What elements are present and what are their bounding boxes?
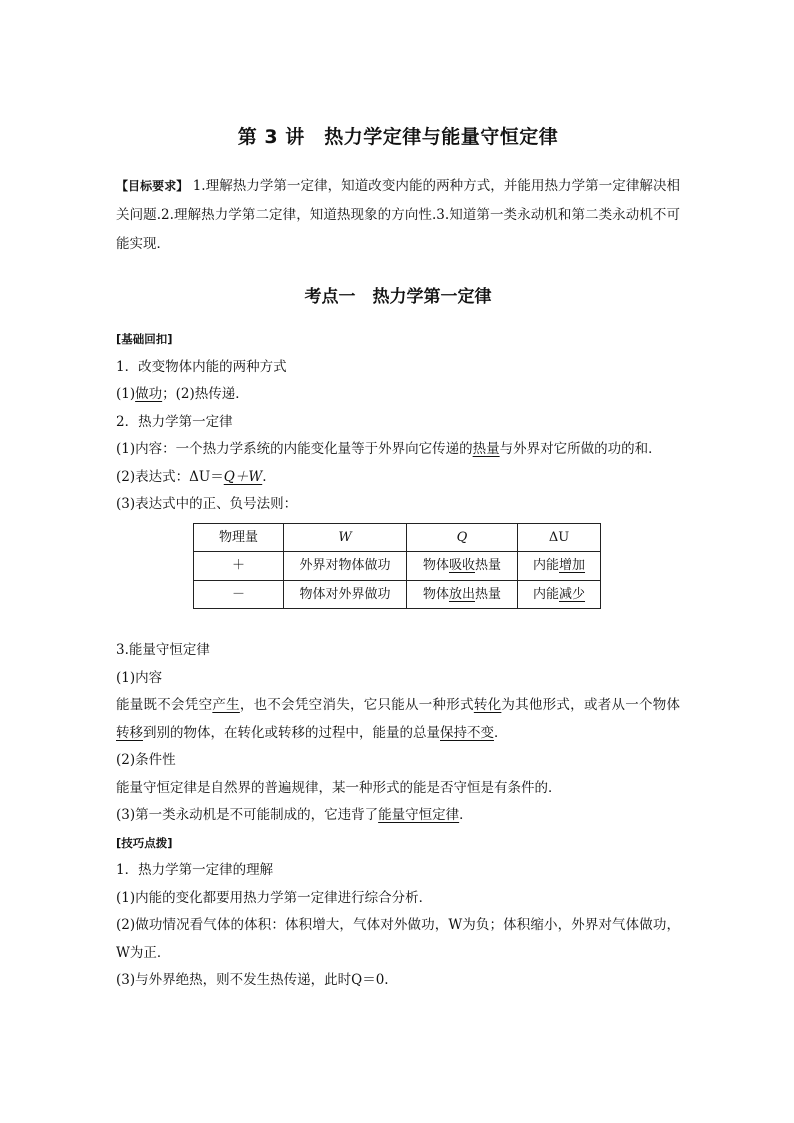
goals-tag: 【目标要求】 [116, 179, 189, 193]
table-cell: － [194, 580, 284, 609]
item1-paragraph: (1)做功；(2)热传递． [116, 386, 249, 402]
item3-heading: 3.能量守恒定律 [116, 642, 210, 658]
table-cell: ＋ [194, 552, 284, 581]
table-cell: 物体对外界做功 [284, 580, 407, 609]
tips-point-3: (3)与外界绝热，则不发生热传递，此时Q＝0. [116, 972, 389, 988]
section-title: 考点一 热力学第一定律 [304, 287, 492, 307]
item1-heading: 1．改变物体内能的两种方式 [116, 358, 287, 375]
table-header-cell: Q [407, 523, 518, 552]
table-row [194, 552, 601, 581]
item2-sign-rule: (3)表达式中的正、负号法则： [116, 496, 298, 512]
table-cell: 内能增加 [518, 552, 601, 581]
item2-expression: (2)表达式：ΔU＝Q＋W. [116, 468, 267, 485]
item2-heading: 2．热力学第一定律 [116, 413, 233, 430]
goals-text: 1.理解热力学第一定律，知道改变内能的两种方式，并能用热力学第一定律解决相关问题.2.理解热力学第二定律，知道热现象的方向性.3.知道第一类永动机和第二类永动机不可能实现． [116, 178, 680, 252]
table-header-cell: 物理量 [194, 523, 284, 552]
section-body [116, 326, 680, 995]
item2-content: (1)内容：一个热力学系统的内能变化量等于外界向它传递的热量与外界对它所做的功的和． [116, 441, 662, 457]
item3-content: 能量既不会凭空产生，也不会凭空消失，它只能从一种形式转化为其他形式，或者从一个物体转移到别的物体，在转化或转移的过程中，能量的总量保持不变． [116, 697, 681, 741]
blank-answer: 做功 [135, 386, 163, 402]
tips-point-2: (2)做功情况看气体的体积：体积增大，气体对外做功，W为负；体积缩小，外界对气体做功，W为正． [116, 917, 680, 961]
table-cell: 物体吸收热量 [407, 552, 518, 581]
learning-goals [116, 172, 680, 259]
tips-tag: [技巧点拨] [116, 835, 173, 850]
item3-content-label: (1)内容 [116, 669, 163, 686]
table-row [194, 580, 601, 609]
item3-perpetual-motion: (3)第一类永动机是不可能制成的，它违背了能量守恒定律． [116, 807, 473, 823]
table-header-cell: W [284, 523, 407, 552]
sign-rule-table [193, 523, 601, 610]
basics-tag: [基础回扣] [116, 332, 173, 346]
table-cell: 内能减少 [518, 580, 601, 609]
table-cell: 外界对物体做功 [284, 552, 407, 581]
lecture-title: 第 3 讲 热力学定律与能量守恒定律 [237, 126, 559, 148]
tips-heading: 1．热力学第一定律的理解 [116, 862, 274, 878]
blank-answer: 热量 [472, 441, 500, 457]
tips-point-1: (1)内能的变化都要用热力学第一定律进行综合分析． [116, 889, 433, 906]
item3-condition-label: (2)条件性 [116, 752, 176, 768]
item3-condition-text: 能量守恒定律是自然界的普遍规律，某一种形式的能是否守恒是有条件的． [116, 779, 562, 796]
table-header-cell: ΔU [518, 523, 601, 552]
table-header-row [194, 523, 601, 552]
table-cell: 物体放出热量 [407, 580, 518, 609]
blank-answer: Q＋W [223, 468, 263, 485]
